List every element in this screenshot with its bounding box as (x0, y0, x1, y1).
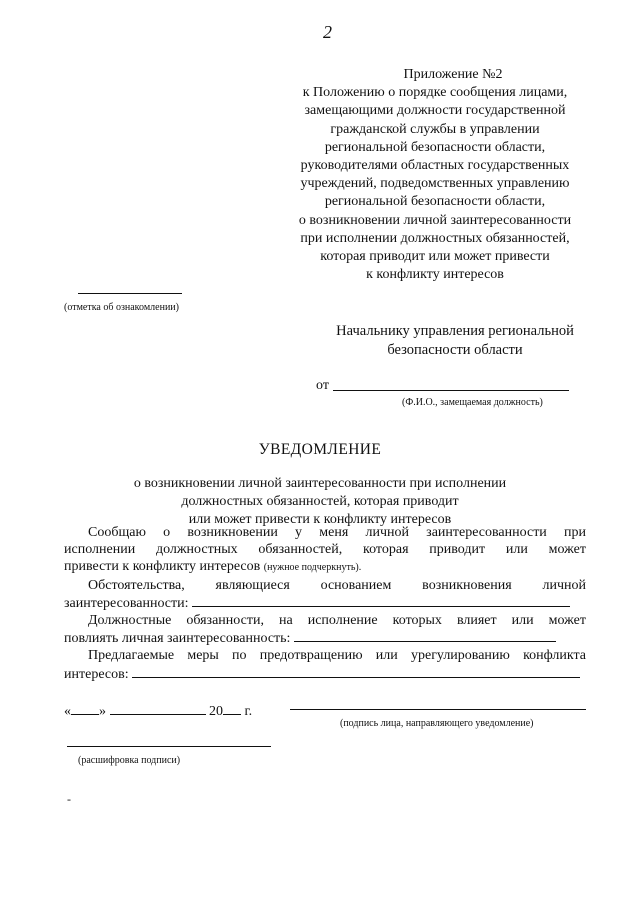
signature-decoding-field[interactable] (67, 746, 271, 747)
appendix-line: к конфликту интересов (366, 267, 504, 283)
appendix-line: гражданской службы в управлении (330, 121, 540, 137)
body-line (64, 558, 586, 576)
appendix-title: Приложение №2 (403, 67, 503, 82)
appendix-line: замещающими должности государственной (304, 103, 566, 119)
underline-note: (нужное подчеркнуть). (263, 562, 362, 574)
appendix-header (270, 66, 600, 284)
notice-title: УВЕДОМЛЕНИЕ (258, 441, 382, 458)
date-row (64, 702, 252, 720)
subtitle-line: или может привести к конфликту интересов (188, 512, 452, 527)
acknowledgement-caption: (отметка об ознакомлении) (64, 302, 179, 313)
recipient-block (310, 322, 600, 360)
appendix-line: которая приводит или может привести (320, 249, 550, 265)
from-caption: (Ф.И.О., замещаемая должность) (402, 397, 543, 408)
body-line: Обстоятельства, являющиеся основанием возникновения личной (88, 577, 586, 593)
body-line: Должностные обязанности, на исполнение которых влияет или может (88, 613, 586, 629)
subtitle-line: должностных обязанностей, которая приводит (181, 494, 459, 509)
appendix-line: при исполнении должностных обязанностей, (300, 230, 570, 246)
signature-field[interactable] (290, 709, 586, 710)
body-line (64, 665, 586, 683)
footer-mark: - (67, 792, 71, 806)
date-open-quote: « (64, 704, 71, 719)
date-close-quote: » (99, 704, 106, 719)
date-year-field[interactable] (223, 702, 241, 715)
date-month-field[interactable] (110, 702, 206, 715)
body-line: Предлагаемые меры по предотвращению или урегулированию конфликта (88, 648, 586, 664)
from-label: от (316, 378, 329, 393)
subtitle-line: о возникновении личной заинтересованности при исполнении (133, 476, 507, 491)
circumstances-field[interactable] (192, 594, 570, 607)
body-text: повлиять личная заинтересованность: (64, 631, 291, 647)
body-line (64, 629, 586, 647)
notice-body (64, 524, 586, 683)
measures-field[interactable] (132, 665, 580, 678)
body-line: Сообщаю о возникновении у меня личной заинтересованности при (88, 525, 586, 540)
from-field[interactable] (333, 390, 569, 391)
date-day-field[interactable] (71, 702, 99, 715)
date-year-prefix: 20 (209, 704, 223, 719)
body-line: исполнении должностных обязанностей, которая приводит или может (64, 542, 586, 558)
page-number: 2 (323, 22, 332, 42)
date-year-suffix: г. (244, 704, 253, 719)
appendix-line: о возникновении личной заинтересованности (298, 212, 572, 228)
body-text: интересов: (64, 666, 129, 682)
recipient-line: Начальнику управления региональной (336, 323, 574, 339)
body-text: привести к конфликту интересов (64, 559, 261, 575)
appendix-line: региональной безопасности области, (324, 194, 546, 210)
duties-field[interactable] (294, 629, 556, 642)
appendix-line: региональной безопасности области, (324, 139, 546, 155)
appendix-line: учреждений, подведомственных управлению (300, 176, 570, 192)
notice-subtitle (0, 457, 640, 529)
appendix-line: руководителями областных государственных (300, 158, 570, 174)
body-text: заинтересованности: (64, 595, 189, 611)
signature-decoding-caption: (расшифровка подписи) (78, 755, 181, 766)
recipient-line: безопасности области (387, 342, 523, 358)
signature-caption: (подпись лица, направляющего уведомление) (340, 718, 534, 729)
body-line (64, 594, 586, 612)
acknowledgement-line[interactable] (78, 293, 182, 294)
appendix-line: к Положению о порядке сообщения лицами, (302, 85, 568, 101)
